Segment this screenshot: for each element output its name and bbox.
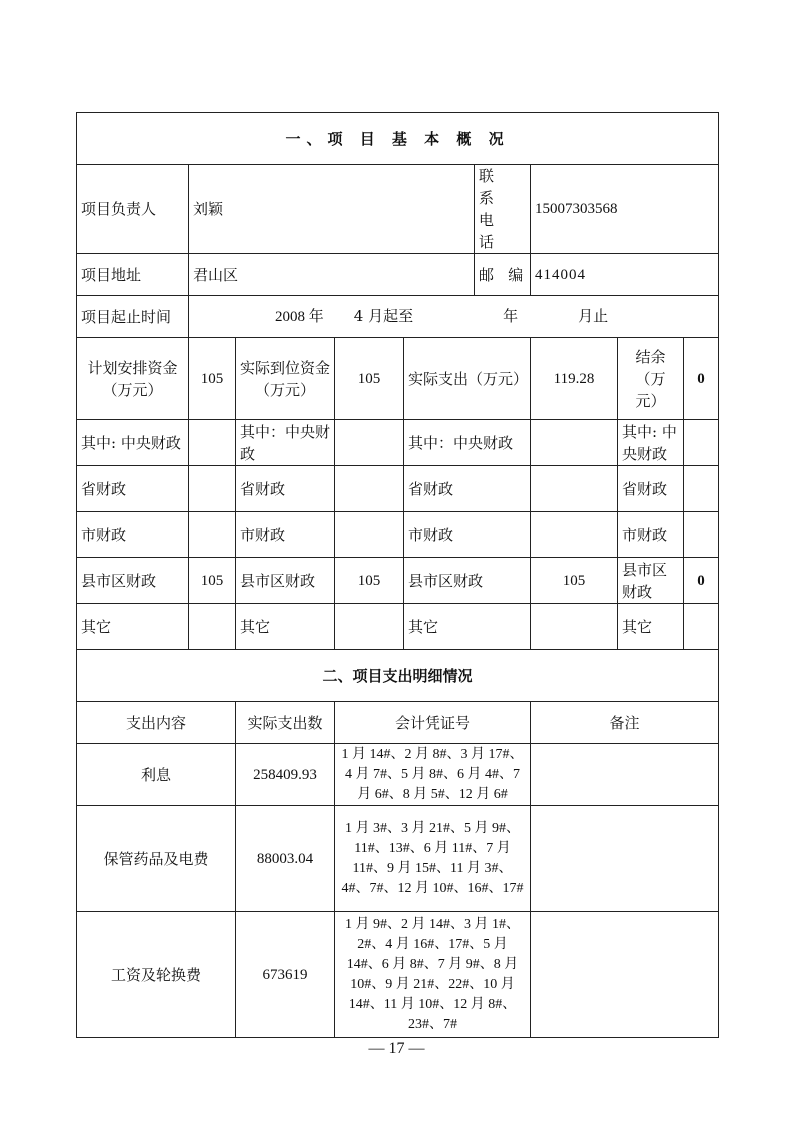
expense-content: 利息	[77, 744, 236, 806]
source-balance-value	[684, 466, 719, 512]
source-balance-value: 0	[684, 558, 719, 604]
header-note: 备注	[531, 702, 719, 744]
period-start-month: 4 月起至	[353, 307, 414, 325]
source-received-value	[335, 512, 404, 558]
period-end-year: 年	[503, 307, 519, 325]
section2-title: 二、项目支出明细情况	[77, 650, 719, 702]
balance-funds-label: 结余（万元）	[618, 338, 684, 420]
source-spent-value	[531, 420, 618, 466]
source-planned-value	[189, 604, 236, 650]
source-spent-label: 省财政	[404, 466, 531, 512]
expense-row	[77, 806, 719, 912]
source-planned-label: 县市区财政	[77, 558, 189, 604]
address-row	[77, 254, 719, 296]
expense-content: 工资及轮换费	[77, 912, 236, 1038]
source-received-value	[335, 466, 404, 512]
funds-row	[77, 338, 719, 420]
manager-label: 项目负责人	[77, 165, 189, 254]
expense-row	[77, 912, 719, 1038]
expense-voucher: 1 月 14#、2 月 8#、3 月 17#、4 月 7#、5 月 8#、6 月 4#、7 月 6#、8 月 5#、12 月 6#	[335, 744, 531, 806]
header-content: 支出内容	[77, 702, 236, 744]
source-spent-label: 其它	[404, 604, 531, 650]
source-balance-label: 省财政	[618, 466, 684, 512]
section2-title-row	[77, 650, 719, 702]
source-row	[77, 512, 719, 558]
source-planned-value: 105	[189, 558, 236, 604]
received-funds-label: 实际到位资金（万元）	[236, 338, 335, 420]
expense-header-row	[77, 702, 719, 744]
expense-row	[77, 744, 719, 806]
source-spent-value	[531, 604, 618, 650]
source-balance-value	[684, 420, 719, 466]
expense-voucher: 1 月 3#、3 月 21#、5 月 9#、11#、13#、6 月 11#、7 月 11#、9 月 15#、11 月 3#、4#、7#、12 月 10#、16#、17#	[335, 806, 531, 912]
source-planned-label: 其它	[77, 604, 189, 650]
project-form	[76, 112, 718, 1038]
address-label: 项目地址	[77, 254, 189, 296]
source-received-value	[335, 604, 404, 650]
source-received-value	[335, 420, 404, 466]
expense-voucher: 1 月 9#、2 月 14#、3 月 1#、2#、4 月 16#、17#、5 月 14#、6 月 8#、7 月 9#、8 月 10#、9 月 21#、22#、10 月 14#、11 月 10#、12 月 8#、23#、7#	[335, 912, 531, 1038]
planned-funds-value: 105	[189, 338, 236, 420]
source-spent-label: 其中：中央财政	[404, 420, 531, 466]
phone-label: 联 系 电 话	[475, 165, 531, 254]
source-planned-label: 省财政	[77, 466, 189, 512]
received-funds-value: 105	[335, 338, 404, 420]
source-planned-value	[189, 512, 236, 558]
source-spent-value	[531, 466, 618, 512]
page-number: — 17 —	[368, 1040, 425, 1057]
source-received-label: 其中：中央财政	[236, 420, 335, 466]
source-planned-label: 市财政	[77, 512, 189, 558]
source-balance-value	[684, 512, 719, 558]
source-received-label: 省财政	[236, 466, 335, 512]
source-spent-value: 105	[531, 558, 618, 604]
manager-value: 刘颖	[189, 165, 475, 254]
period-start-year: 2008 年	[275, 309, 324, 325]
source-planned-value	[189, 420, 236, 466]
period-end-month: 月止	[578, 307, 609, 325]
postcode-label: 邮 编	[475, 254, 531, 296]
source-received-label: 其它	[236, 604, 335, 650]
source-planned-label: 其中: 中央财政	[77, 420, 189, 466]
postcode-value: 414004	[531, 254, 719, 296]
expense-note	[531, 744, 719, 806]
spent-funds-label: 实际支出（万元）	[404, 338, 531, 420]
expense-amount: 258409.93	[236, 744, 335, 806]
spent-funds-value: 119.28	[531, 338, 618, 420]
source-row	[77, 420, 719, 466]
expense-note	[531, 912, 719, 1038]
source-row	[77, 466, 719, 512]
source-received-label: 县市区财政	[236, 558, 335, 604]
source-row	[77, 604, 719, 650]
period-value	[189, 296, 719, 338]
source-balance-label: 县市区财政	[618, 558, 684, 604]
source-balance-value	[684, 604, 719, 650]
source-received-value: 105	[335, 558, 404, 604]
expense-amount: 88003.04	[236, 806, 335, 912]
expense-amount: 673619	[236, 912, 335, 1038]
header-amount: 实际支出数	[236, 702, 335, 744]
source-balance-label: 其中: 中央财政	[618, 420, 684, 466]
period-row	[77, 296, 719, 338]
source-spent-label: 县市区财政	[404, 558, 531, 604]
expense-note	[531, 806, 719, 912]
project-table	[76, 112, 719, 1038]
source-balance-label: 市财政	[618, 512, 684, 558]
section1-title-row	[77, 113, 719, 165]
source-received-label: 市财政	[236, 512, 335, 558]
planned-funds-label: 计划安排资金（万元）	[77, 338, 189, 420]
manager-row	[77, 165, 719, 254]
address-value: 君山区	[189, 254, 475, 296]
section1-title: 一、项 目 基 本 概 况	[77, 113, 719, 165]
phone-value: 15007303568	[531, 165, 719, 254]
source-spent-value	[531, 512, 618, 558]
expense-content: 保管药品及电费	[77, 806, 236, 912]
source-spent-label: 市财政	[404, 512, 531, 558]
source-row	[77, 558, 719, 604]
header-voucher: 会计凭证号	[335, 702, 531, 744]
period-label: 项目起止时间	[77, 296, 189, 338]
source-balance-label: 其它	[618, 604, 684, 650]
source-planned-value	[189, 466, 236, 512]
balance-funds-value: 0	[684, 338, 719, 420]
